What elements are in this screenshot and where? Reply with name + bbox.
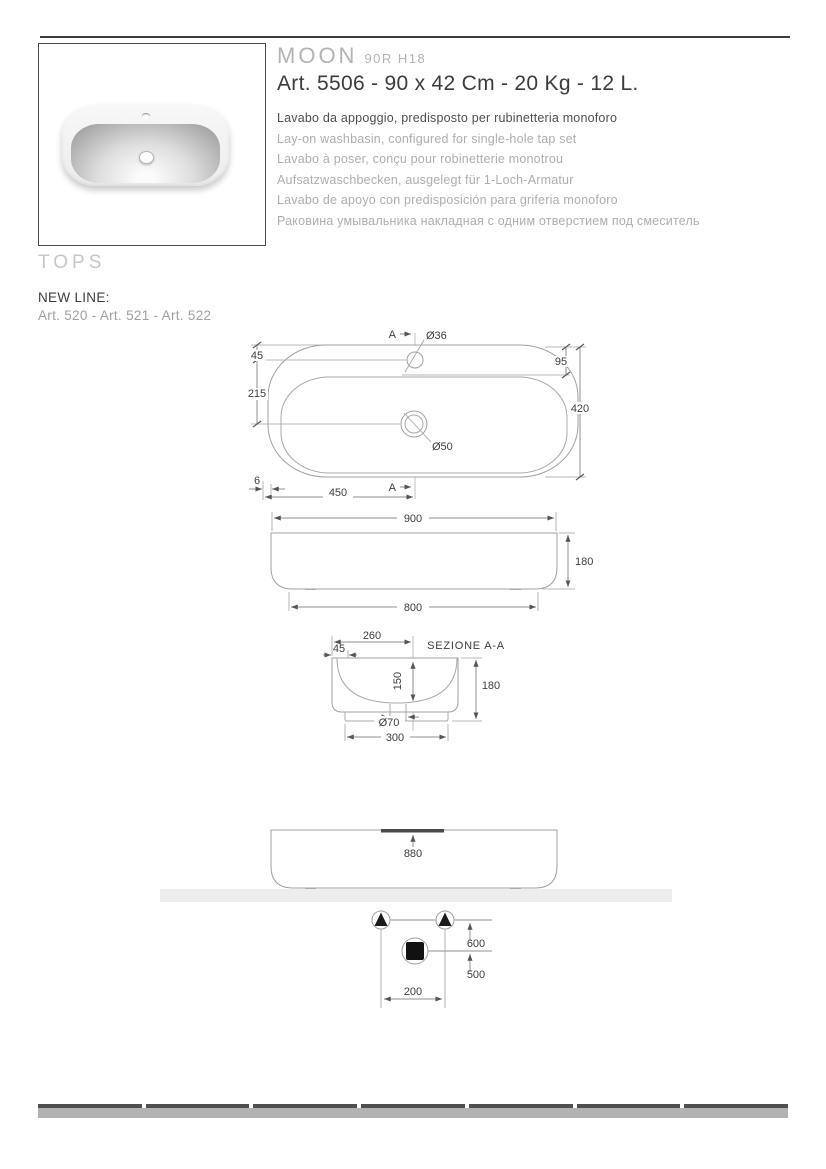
dim-300-label: 300 <box>385 732 405 744</box>
dim-70-label: Ø70 <box>378 717 400 729</box>
tap-diameter-label: Ø36 <box>426 330 447 342</box>
drain-diameter-label: Ø50 <box>432 441 453 453</box>
product-spec-line: Art. 5506 - 90 x 42 Cm - 20 Kg - 12 L. <box>277 72 639 95</box>
dim-150-label: 150 <box>392 671 404 691</box>
front-view-lines <box>271 512 575 611</box>
dim-95-label: 95 <box>554 356 568 368</box>
dim-180-front-label: 180 <box>575 556 594 568</box>
description-it: Lavabo da appoggio, predisposto per rubinetteria monoforo <box>277 111 618 125</box>
dim-200-label: 200 <box>403 986 423 998</box>
new-line-articles: Art. 520 - Art. 521 - Art. 522 <box>38 308 212 323</box>
footer-bar <box>38 1108 788 1118</box>
dim-215-label: 215 <box>247 388 267 400</box>
description-en: Lay-on washbasin, configured for single-hole tap set <box>277 131 577 146</box>
recess-mark <box>381 829 444 833</box>
counter-view-drawing <box>160 829 672 902</box>
top-view-lines <box>249 333 586 500</box>
description-es: Lavabo de apoyo con predisposición para griferia monoforo <box>277 193 618 207</box>
dim-420-label: 420 <box>570 403 590 415</box>
section-aa-drawing <box>323 630 505 744</box>
dim-600-label: 600 <box>466 938 486 950</box>
dim-180-section-label: 180 <box>481 680 501 692</box>
description-de: Aufsatzwaschbecken, ausgelegt für 1-Loch-Armatur <box>277 172 574 187</box>
new-line-label: NEW LINE: <box>38 290 110 305</box>
dim-45-label: 45 <box>250 350 264 362</box>
top-view-drawing <box>246 329 593 500</box>
description-ru: Раковина умывальника накладная с одним отверстием под смеситель <box>277 213 700 228</box>
dim-900-label: 900 <box>403 513 423 525</box>
dim-800-label: 800 <box>403 602 423 614</box>
product-series: MOON <box>277 43 358 68</box>
counter-band <box>160 889 672 902</box>
drain-symbol <box>406 942 424 960</box>
section-marker-bottom: A <box>388 482 396 494</box>
dim-500-label: 500 <box>466 969 486 981</box>
product-variant: 90R H18 <box>364 51 427 66</box>
dim-45-section-label: 45 <box>332 643 346 655</box>
section-marker-top: A <box>388 329 396 341</box>
description-fr: Lavabo à poser, conçu pour robinetterie monotrou <box>277 152 564 166</box>
dim-450-label: 450 <box>328 487 348 499</box>
installation-lines <box>372 911 492 1008</box>
installation-drawing <box>372 911 492 1008</box>
dim-260-label: 260 <box>362 630 382 642</box>
dim-880-label: 880 <box>403 848 423 860</box>
section-title: SEZIONE A-A <box>427 640 505 652</box>
dim-6-label: 6 <box>253 475 261 487</box>
front-view-drawing <box>271 512 593 614</box>
category-title: TOPS <box>38 252 106 273</box>
